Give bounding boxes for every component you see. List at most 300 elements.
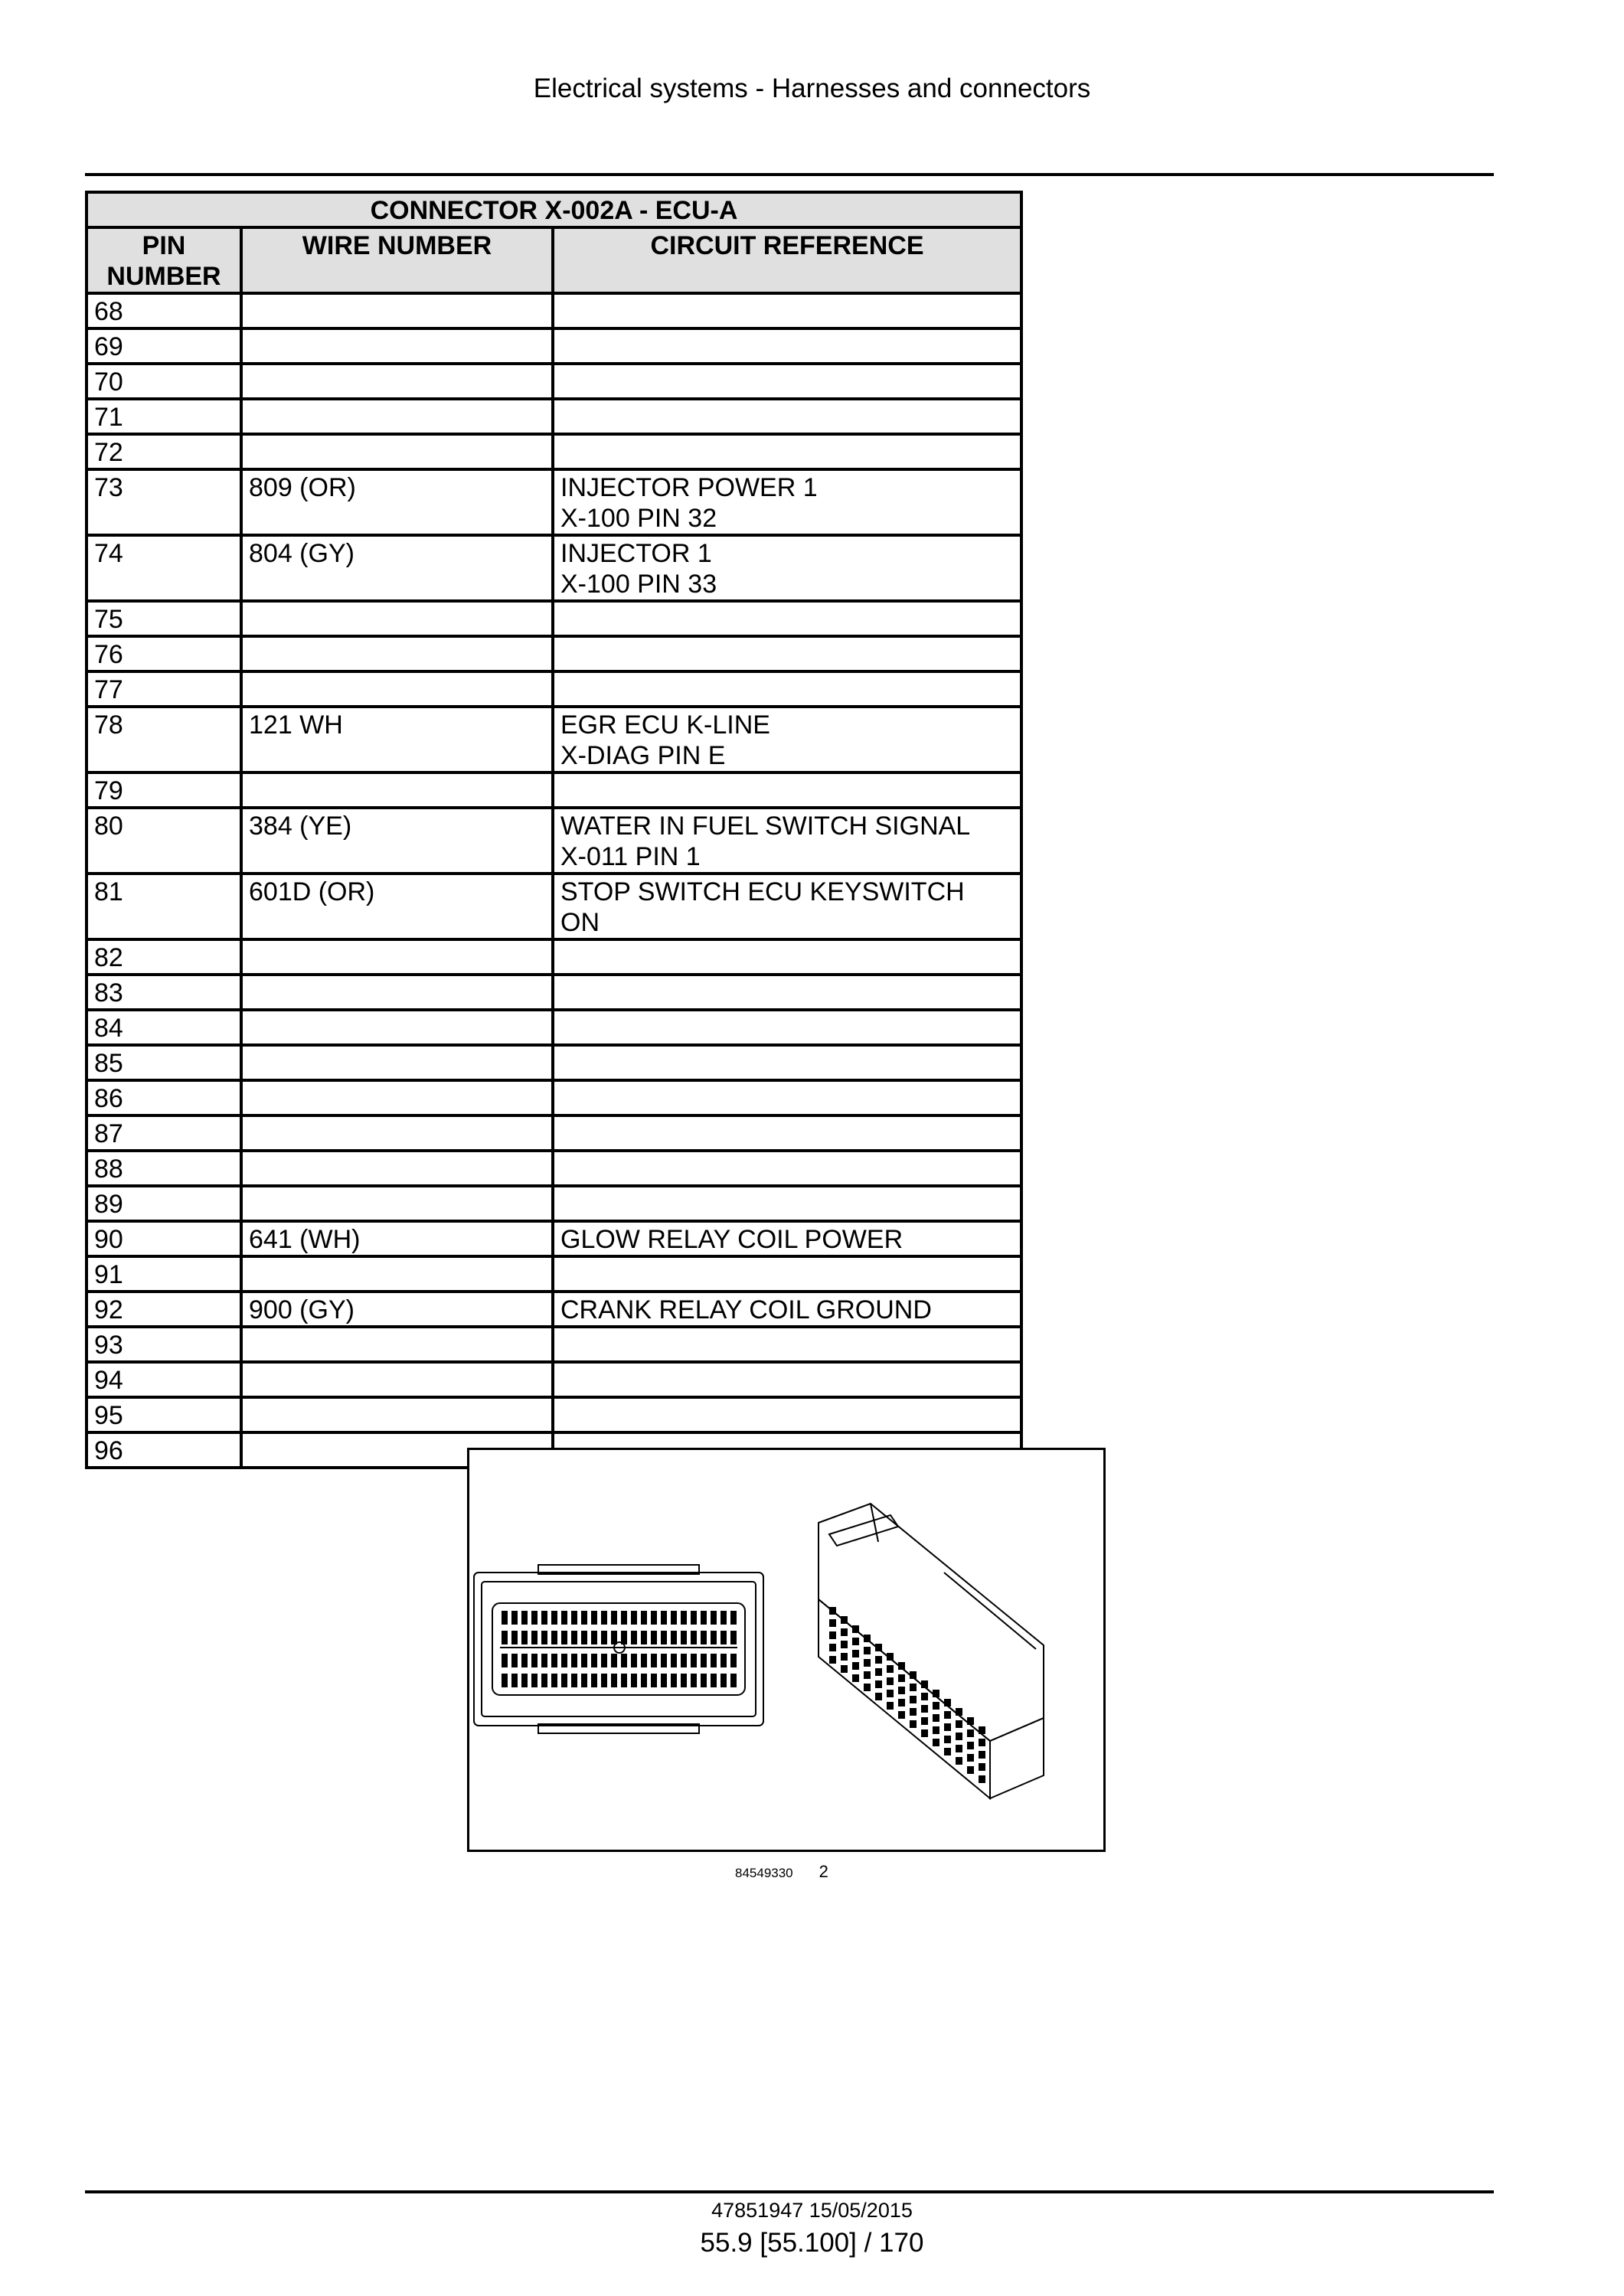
wire-cell: 900 (GY)	[241, 1292, 553, 1327]
connector-pin	[541, 1674, 547, 1687]
connector-pin	[721, 1611, 727, 1625]
wire-cell: 601D (OR)	[241, 874, 553, 939]
pin-cell: 79	[87, 772, 241, 808]
pin-cell: 91	[87, 1256, 241, 1292]
table-row	[87, 1292, 1021, 1327]
circuit-line: X-100 PIN 33	[560, 570, 717, 599]
connector-pin	[561, 1674, 567, 1687]
circuit-line: X-100 PIN 32	[560, 504, 717, 533]
table-row	[87, 1080, 1021, 1115]
connector-pin	[502, 1654, 508, 1667]
connector-pin	[571, 1631, 577, 1644]
connector-pin	[730, 1674, 737, 1687]
table-row	[87, 874, 1021, 939]
connector-pin	[898, 1662, 905, 1670]
pin-cell: 95	[87, 1397, 241, 1432]
footer-page-number: 55.9 [55.100] / 170	[700, 2228, 924, 2258]
connector-pin	[631, 1654, 637, 1667]
connector-pin	[921, 1729, 928, 1737]
connector-pin	[581, 1631, 587, 1644]
connector-table	[85, 191, 1023, 1469]
pin-cell: 76	[87, 636, 241, 671]
connector-pin	[864, 1647, 871, 1654]
connector-pin	[979, 1763, 985, 1771]
table-row	[87, 1115, 1021, 1151]
pin-cell: 89	[87, 1186, 241, 1221]
wire-cell	[241, 293, 553, 328]
connector-pin	[933, 1702, 939, 1710]
connector-pin	[551, 1654, 557, 1667]
connector-pin	[967, 1766, 974, 1774]
circuit-cell	[553, 1256, 1021, 1292]
wire-cell: 384 (YE)	[241, 808, 553, 874]
connector-pin	[502, 1631, 508, 1644]
connector-pin	[591, 1611, 597, 1625]
connector-pin	[967, 1742, 974, 1749]
table-row	[87, 364, 1021, 399]
circuit-cell	[553, 808, 1021, 874]
wire-cell	[241, 772, 553, 808]
connector-pin	[541, 1654, 547, 1667]
connector-pin	[641, 1631, 647, 1644]
connector-pin	[711, 1674, 717, 1687]
connector-pin	[681, 1611, 687, 1625]
connector-pin	[611, 1611, 617, 1625]
circuit-cell	[553, 975, 1021, 1010]
connector-pin	[561, 1631, 567, 1644]
connector-pin	[661, 1611, 667, 1625]
connector-pin	[681, 1654, 687, 1667]
connector-pin	[571, 1611, 577, 1625]
circuit-line: INJECTOR 1	[560, 539, 712, 568]
connector-pin	[651, 1611, 657, 1625]
connector-pin	[967, 1754, 974, 1762]
connector-pin	[621, 1631, 627, 1644]
connector-pin	[852, 1662, 859, 1670]
connector-pin	[641, 1674, 647, 1687]
figure-caption	[735, 1862, 828, 1882]
connector-pin	[611, 1674, 617, 1687]
circuit-cell	[553, 707, 1021, 772]
wire-cell	[241, 1045, 553, 1080]
connector-pin	[967, 1717, 974, 1725]
connector-pin	[841, 1641, 848, 1648]
pin-cell: 85	[87, 1045, 241, 1080]
connector-pin	[711, 1654, 717, 1667]
connector-pin	[933, 1726, 939, 1734]
circuit-cell	[553, 1362, 1021, 1397]
connector-pin	[979, 1775, 985, 1783]
connector-pin	[521, 1654, 528, 1667]
circuit-cell	[553, 1115, 1021, 1151]
circuit-cell	[553, 1151, 1021, 1186]
connector-pin	[910, 1696, 917, 1703]
table-row	[87, 1221, 1021, 1256]
circuit-line: GLOW RELAY COIL POWER	[560, 1225, 903, 1254]
connector-pin	[730, 1611, 737, 1625]
connector-pin	[829, 1644, 836, 1651]
connector-pin	[502, 1611, 508, 1625]
pin-cell: 78	[87, 707, 241, 772]
wire-cell: 121 WH	[241, 707, 553, 772]
wire-cell	[241, 399, 553, 434]
connector-pin	[601, 1654, 607, 1667]
table-row	[87, 1397, 1021, 1432]
connector-pin	[561, 1654, 567, 1667]
pin-cell: 80	[87, 808, 241, 874]
connector-pin	[956, 1708, 962, 1716]
wire-cell	[241, 975, 553, 1010]
connector-pin	[979, 1726, 985, 1734]
connector-pin	[581, 1674, 587, 1687]
connector-pin	[641, 1654, 647, 1667]
connector-pin	[864, 1635, 871, 1642]
circuit-cell	[553, 601, 1021, 636]
connector-pin	[581, 1611, 587, 1625]
circuit-line: ON	[560, 908, 600, 937]
circuit-cell	[553, 772, 1021, 808]
column-header-wire: WIRE NUMBER	[241, 227, 553, 293]
circuit-cell	[553, 399, 1021, 434]
connector-pin	[681, 1674, 687, 1687]
connector-pin	[887, 1677, 894, 1685]
connector-pin	[829, 1619, 836, 1627]
circuit-line: INJECTOR POWER 1	[560, 473, 818, 502]
connector-pin	[531, 1611, 538, 1625]
pin-cell: 75	[87, 601, 241, 636]
connector-pin	[852, 1638, 859, 1645]
connector-pin	[631, 1631, 637, 1644]
pin-cell: 93	[87, 1327, 241, 1362]
table-row	[87, 399, 1021, 434]
connector-pin	[933, 1714, 939, 1722]
connector-pin	[841, 1628, 848, 1636]
connector-pin	[591, 1631, 597, 1644]
connector-pin	[864, 1659, 871, 1667]
connector-pin	[701, 1631, 707, 1644]
connector-figure	[467, 1448, 1106, 1852]
connector-pin	[864, 1671, 871, 1679]
connector-pin	[571, 1654, 577, 1667]
header-rule	[85, 173, 1494, 176]
connector-pin	[621, 1654, 627, 1667]
connector-pin	[944, 1736, 951, 1743]
connector-pin	[887, 1653, 894, 1661]
table-row	[87, 707, 1021, 772]
circuit-cell	[553, 1186, 1021, 1221]
connector-pin	[875, 1668, 882, 1676]
connector-pin	[852, 1625, 859, 1633]
connector-pin	[910, 1708, 917, 1716]
wire-cell	[241, 1115, 553, 1151]
connector-pin	[591, 1654, 597, 1667]
figure-number: 2	[819, 1862, 828, 1881]
connector-pin	[829, 1607, 836, 1615]
connector-pin	[921, 1693, 928, 1700]
connector-pin	[875, 1644, 882, 1651]
figure-id: 84549330	[735, 1866, 793, 1880]
circuit-line: WATER IN FUEL SWITCH SIGNAL	[560, 812, 971, 841]
connector-pin	[721, 1674, 727, 1687]
connector-pin	[921, 1717, 928, 1725]
connector-pin	[887, 1665, 894, 1673]
connector-pin	[841, 1665, 848, 1673]
connector-pin	[621, 1611, 627, 1625]
pin-cell: 82	[87, 939, 241, 975]
connector-pin	[631, 1611, 637, 1625]
connector-pin	[730, 1654, 737, 1667]
circuit-line: X-011 PIN 1	[560, 842, 701, 871]
connector-pin	[651, 1674, 657, 1687]
connector-pin	[661, 1631, 667, 1644]
circuit-cell	[553, 636, 1021, 671]
connector-pin	[852, 1650, 859, 1657]
wire-cell	[241, 601, 553, 636]
connector-pin	[581, 1654, 587, 1667]
wire-cell	[241, 1080, 553, 1115]
connector-pin	[910, 1720, 917, 1728]
ecu-connector-illustration	[469, 1450, 1103, 1850]
connector-pin	[852, 1674, 859, 1682]
wire-cell: 809 (OR)	[241, 469, 553, 535]
connector-pin	[898, 1711, 905, 1719]
wire-cell: 804 (GY)	[241, 535, 553, 601]
table-row	[87, 328, 1021, 364]
connector-pin	[711, 1611, 717, 1625]
connector-pin	[721, 1654, 727, 1667]
circuit-cell	[553, 328, 1021, 364]
connector-pin	[641, 1611, 647, 1625]
table-row	[87, 808, 1021, 874]
circuit-cell	[553, 364, 1021, 399]
pin-cell: 92	[87, 1292, 241, 1327]
wire-cell	[241, 1151, 553, 1186]
connector-pin	[875, 1656, 882, 1664]
wire-cell	[241, 1397, 553, 1432]
connector-pin	[601, 1611, 607, 1625]
wire-cell	[241, 434, 553, 469]
connector-pin	[898, 1699, 905, 1706]
wire-cell	[241, 1010, 553, 1045]
connector-pin	[956, 1733, 962, 1740]
circuit-line: EGR ECU K-LINE	[560, 710, 770, 740]
pin-cell: 84	[87, 1010, 241, 1045]
connector-pin	[875, 1680, 882, 1688]
connector-pin	[571, 1674, 577, 1687]
connector-pin	[621, 1674, 627, 1687]
circuit-cell	[553, 939, 1021, 975]
wire-cell	[241, 939, 553, 975]
connector-pin	[956, 1745, 962, 1752]
pin-cell: 86	[87, 1080, 241, 1115]
circuit-line: STOP SWITCH ECU KEYSWITCH	[560, 877, 965, 906]
table-title: CONNECTOR X-002A - ECU-A	[87, 192, 1021, 227]
connector-pin	[651, 1654, 657, 1667]
wire-cell	[241, 364, 553, 399]
connector-pin	[521, 1674, 528, 1687]
circuit-cell	[553, 874, 1021, 939]
wire-cell	[241, 636, 553, 671]
circuit-cell	[553, 1221, 1021, 1256]
connector-pin	[521, 1631, 528, 1644]
circuit-cell	[553, 1397, 1021, 1432]
pin-cell: 96	[87, 1432, 241, 1468]
connector-pin	[864, 1684, 871, 1691]
column-header-circuit: CIRCUIT REFERENCE	[553, 227, 1021, 293]
connector-pin	[511, 1654, 518, 1667]
connector-pin	[979, 1739, 985, 1746]
pin-cell: 83	[87, 975, 241, 1010]
pin-cell: 90	[87, 1221, 241, 1256]
connector-pin	[551, 1611, 557, 1625]
table-row	[87, 671, 1021, 707]
wire-cell	[241, 671, 553, 707]
connector-pin	[631, 1674, 637, 1687]
pin-cell: 81	[87, 874, 241, 939]
connector-pin	[944, 1711, 951, 1719]
connector-pin	[541, 1631, 547, 1644]
connector-pin	[601, 1631, 607, 1644]
pin-cell: 94	[87, 1362, 241, 1397]
connector-pin	[691, 1674, 697, 1687]
column-header-pin: PIN NUMBER	[87, 227, 241, 293]
connector-pin	[944, 1699, 951, 1706]
pin-cell: 72	[87, 434, 241, 469]
pin-cell: 71	[87, 399, 241, 434]
circuit-cell	[553, 293, 1021, 328]
connector-pin	[561, 1611, 567, 1625]
pin-cell: 87	[87, 1115, 241, 1151]
table-row	[87, 535, 1021, 601]
connector-pin	[829, 1656, 836, 1664]
wire-cell	[241, 1186, 553, 1221]
connector-pin	[979, 1751, 985, 1759]
pin-cell: 74	[87, 535, 241, 601]
circuit-cell	[553, 535, 1021, 601]
connector-pin	[511, 1631, 518, 1644]
connector-pin	[551, 1631, 557, 1644]
connector-pin	[671, 1654, 677, 1667]
circuit-cell	[553, 1327, 1021, 1362]
pin-cell: 68	[87, 293, 241, 328]
connector-pin	[611, 1654, 617, 1667]
connector-pin	[511, 1611, 518, 1625]
table-row	[87, 636, 1021, 671]
table-row	[87, 469, 1021, 535]
connector-pin	[921, 1680, 928, 1688]
connector-pin	[841, 1616, 848, 1624]
pin-cell: 70	[87, 364, 241, 399]
connector-pin	[944, 1748, 951, 1755]
circuit-line: X-DIAG PIN E	[560, 741, 726, 770]
table-row	[87, 772, 1021, 808]
wire-cell	[241, 1362, 553, 1397]
connector-pin	[521, 1611, 528, 1625]
connector-pin	[671, 1674, 677, 1687]
circuit-cell	[553, 1045, 1021, 1080]
connector-pin	[730, 1631, 737, 1644]
connector-pin	[591, 1674, 597, 1687]
table-row	[87, 601, 1021, 636]
connector-pin	[910, 1671, 917, 1679]
wire-cell	[241, 1256, 553, 1292]
connector-pin	[661, 1654, 667, 1667]
connector-pin	[691, 1611, 697, 1625]
connector-pin	[910, 1684, 917, 1691]
connector-pin	[933, 1690, 939, 1697]
connector-pin	[956, 1720, 962, 1728]
circuit-cell	[553, 1010, 1021, 1045]
connector-pin	[875, 1693, 882, 1700]
connector-pin	[701, 1611, 707, 1625]
connector-pin	[651, 1631, 657, 1644]
wire-cell	[241, 328, 553, 364]
connector-pin	[944, 1723, 951, 1731]
table-row	[87, 975, 1021, 1010]
circuit-cell	[553, 434, 1021, 469]
connector-pin	[541, 1611, 547, 1625]
connector-pin	[898, 1674, 905, 1682]
footer-doc-reference: 47851947 15/05/2015	[711, 2199, 913, 2222]
table-row	[87, 1256, 1021, 1292]
circuit-cell	[553, 469, 1021, 535]
table-body	[87, 293, 1021, 1468]
connector-pin	[967, 1729, 974, 1737]
footer-rule	[85, 2190, 1494, 2193]
connector-pin	[933, 1739, 939, 1746]
connector-pin	[701, 1674, 707, 1687]
table-row	[87, 1045, 1021, 1080]
connector-pin	[671, 1611, 677, 1625]
connector-pin	[721, 1631, 727, 1644]
connector-pin	[601, 1674, 607, 1687]
connector-pin	[502, 1674, 508, 1687]
circuit-cell	[553, 1292, 1021, 1327]
pin-cell: 69	[87, 328, 241, 364]
connector-pin	[701, 1654, 707, 1667]
connector-pin	[531, 1631, 538, 1644]
connector-pin	[956, 1757, 962, 1765]
connector-pin	[681, 1631, 687, 1644]
table-row	[87, 1327, 1021, 1362]
wire-cell	[241, 1327, 553, 1362]
connector-pin	[691, 1654, 697, 1667]
table-row	[87, 293, 1021, 328]
connector-pin	[887, 1702, 894, 1710]
table-row	[87, 1151, 1021, 1186]
circuit-cell	[553, 671, 1021, 707]
connector-pin	[921, 1705, 928, 1713]
connector-pin	[841, 1653, 848, 1661]
pin-cell: 88	[87, 1151, 241, 1186]
page-header-title: Electrical systems - Harnesses and connectors	[533, 73, 1091, 103]
connector-pin	[829, 1631, 836, 1639]
connector-pin	[691, 1631, 697, 1644]
table-row	[87, 1010, 1021, 1045]
connector-pin	[711, 1631, 717, 1644]
connector-pin	[511, 1674, 518, 1687]
table-row	[87, 1362, 1021, 1397]
connector-pin	[671, 1631, 677, 1644]
circuit-line: CRANK RELAY COIL GROUND	[560, 1295, 932, 1324]
pin-cell: 73	[87, 469, 241, 535]
table-row	[87, 1186, 1021, 1221]
table-row	[87, 939, 1021, 975]
pin-cell: 77	[87, 671, 241, 707]
connector-pin	[611, 1631, 617, 1644]
connector-pin	[531, 1674, 538, 1687]
circuit-cell	[553, 1080, 1021, 1115]
